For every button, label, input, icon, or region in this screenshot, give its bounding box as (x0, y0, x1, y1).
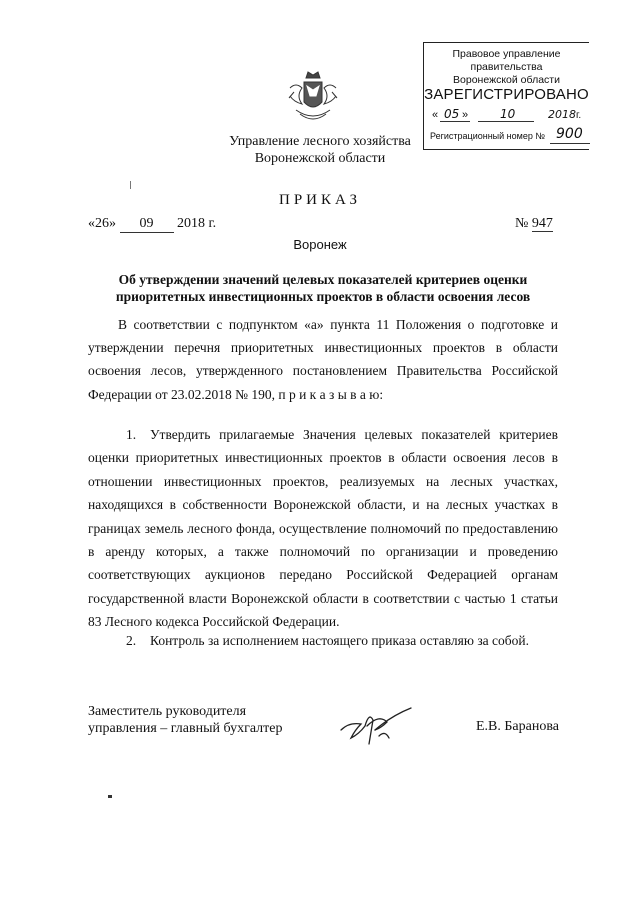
order-number-value: 947 (531, 216, 553, 231)
order-number-label: № (515, 216, 529, 231)
preamble-order: п р и к а з ы в а ю: (278, 386, 384, 402)
stamp-date-year: 2018 (548, 108, 576, 121)
order-date-day: «26» (88, 216, 116, 231)
list-item (88, 629, 558, 652)
org-line1: Управление лесного хозяйства (229, 134, 411, 149)
preamble-text: В соответствии с подпунктом «а» пункта 11 Положения о подготовке и утверждении перечня приоритетных инвестиционных проектов в области освоения лесов, утвержденного постановлением Правительства Российской Федерации от 23.02.2018 № 190, (88, 317, 558, 402)
list-item (88, 423, 558, 634)
stamp-reg-number-value: 900 (556, 126, 583, 142)
org-name (205, 133, 435, 167)
item-text: Контроль за исполнением настоящего приказа оставляю за собой. (150, 633, 529, 648)
preamble (88, 313, 558, 406)
signer-name: Е.В. Баранова (476, 719, 559, 734)
stamp-registered: ЗАРЕГИСТРИРОВАНО (424, 86, 589, 103)
document-heading: Об утверждении значений целевых показателей критериев оценки приоритетных инвестиционных проектов в области освоения лесов (115, 272, 531, 304)
order-date (88, 216, 216, 233)
item-number: 1. (126, 427, 137, 442)
order-number (515, 216, 553, 232)
stamp-org-line1: Правовое управление правительства (452, 48, 561, 73)
stamp-date-suffix: г. (576, 110, 582, 121)
org-line2: Воронежской области (254, 151, 386, 166)
item-text: Утвердить прилагаемые Значения целевых показателей критериев оценки приоритетных инвестиционных проектов в области освоения лесов в отношении инвестиционных проектов, реализуемых на лесных участках, находящихся в собственности Воронежской области, и на лесных участках в границах земель лесного фонда, осуществление полномочий по предоставлению в аренду которых, а также полномочий по организации и проведению соответствующих аукционов передано Российской Федерацией органам государственной власти Воронежской области в соответствии с частью 1 статьи 83 Лесного кодекса Российской Федерации. (88, 427, 558, 630)
order-date-year: 2018 г. (177, 216, 217, 231)
stamp-reg-number-label: Регистрационный номер № (430, 131, 546, 141)
stamp-date: « 05 » 10 2018 г. (432, 107, 582, 121)
order-date-month: 09 (120, 216, 174, 233)
signer-position (88, 703, 282, 737)
item-number: 2. (126, 633, 137, 648)
handwritten-signature (335, 700, 415, 750)
registration-stamp (423, 42, 589, 150)
document-title: ПРИКАЗ (279, 192, 361, 208)
stamp-date-month: 10 (500, 107, 516, 121)
stamp-reg-number (430, 126, 595, 147)
stamp-org-line2: Воронежской области (453, 74, 560, 86)
signer-position-line1: Заместитель руководителя (88, 704, 247, 719)
stamp-date-day: 05 (444, 107, 460, 121)
city: Воронеж (293, 237, 347, 252)
scan-mark (108, 795, 112, 798)
coat-of-arms-icon (286, 68, 340, 126)
signer-position-line2: управления – главный бухгалтер (88, 721, 283, 736)
scan-mark (130, 181, 131, 189)
